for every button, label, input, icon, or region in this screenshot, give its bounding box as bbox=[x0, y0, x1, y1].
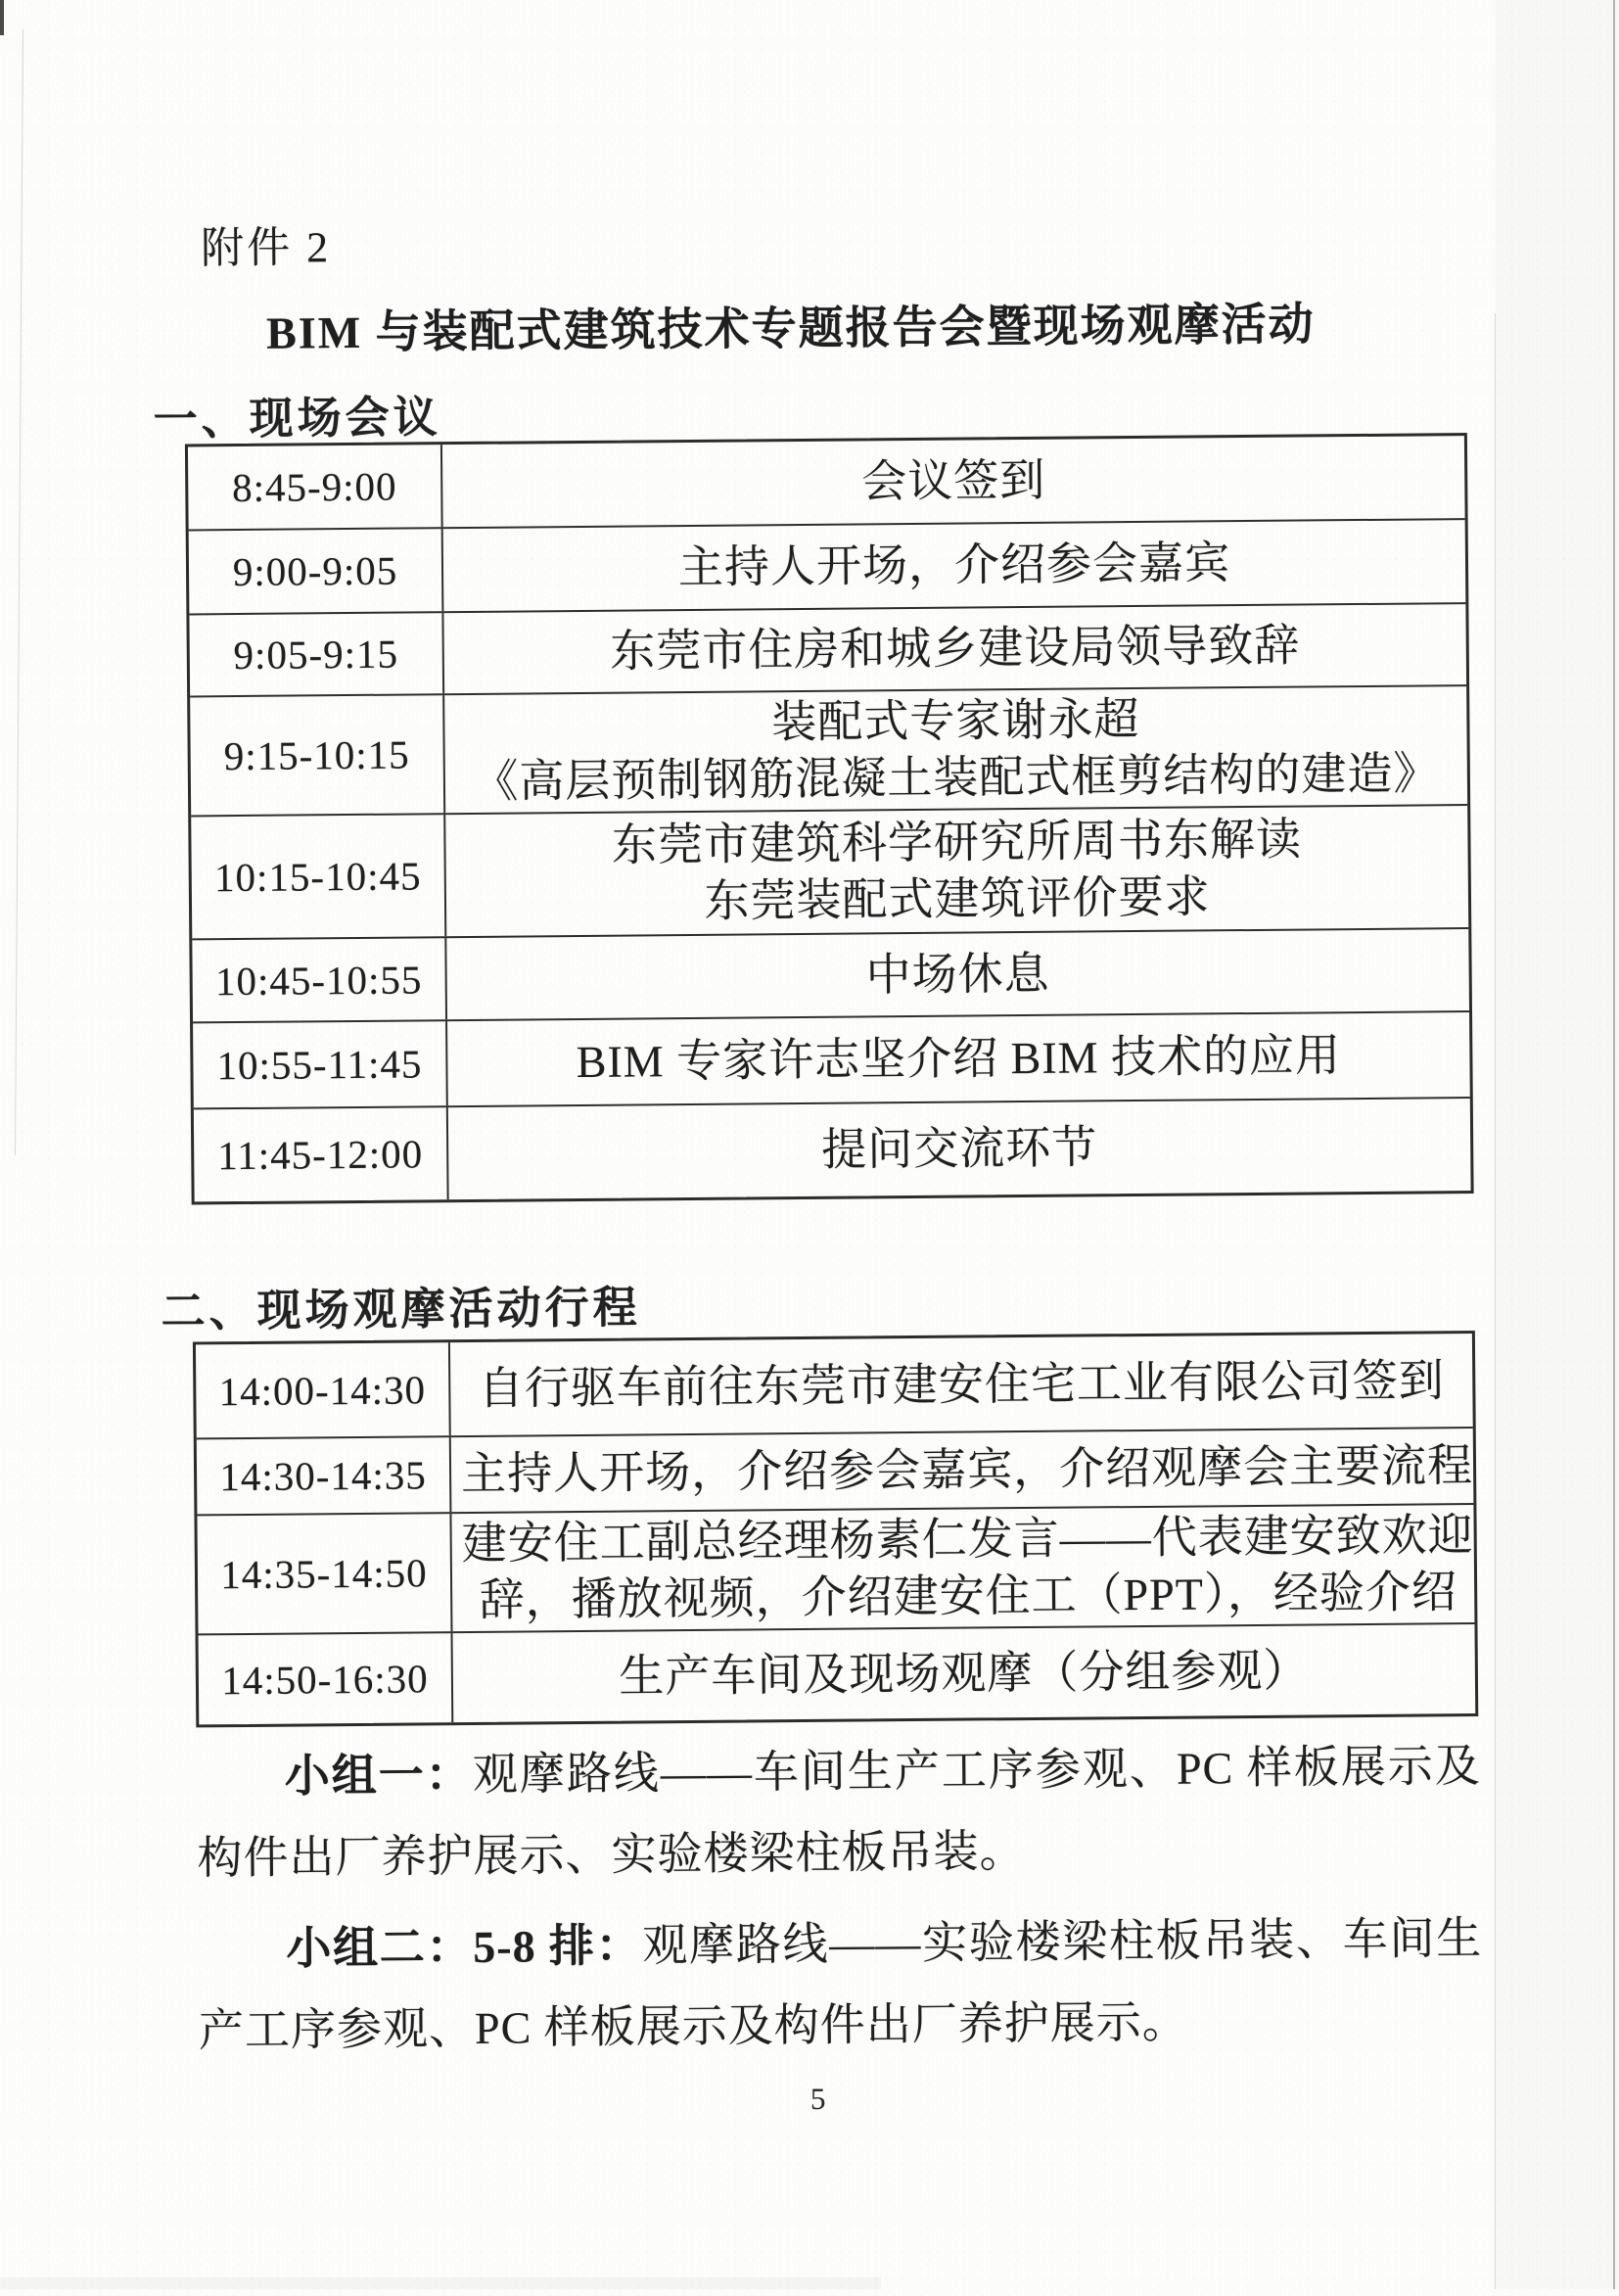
table-row bbox=[189, 602, 1466, 695]
table-row bbox=[188, 436, 1465, 529]
table-row bbox=[199, 1622, 1476, 1724]
activity-text: 自行驱车前往东莞市建安住宅工业有限公司签到 bbox=[478, 1354, 1446, 1414]
activity-cell bbox=[450, 1334, 1473, 1435]
activity-cell bbox=[453, 1624, 1476, 1722]
section-heading-afternoon: 二、现场观摩活动行程 bbox=[161, 1281, 641, 1337]
note-text-group2: 观摩路线——实验楼梁柱板吊装、车间生产工序参观、PC 样板展示及构件出厂养护展示。 bbox=[198, 1912, 1483, 2056]
time-cell: 14:50-16:30 bbox=[199, 1633, 454, 1724]
activity-cell bbox=[451, 1505, 1484, 1631]
activity-text: 东莞装配式建筑评价要求 bbox=[704, 871, 1211, 926]
activity-text: 主持人开场，介绍参会嘉宾 bbox=[677, 538, 1231, 593]
activity-cell bbox=[448, 1099, 1471, 1199]
activity-cell bbox=[446, 929, 1469, 1019]
time-cell: 11:45-12:00 bbox=[194, 1107, 449, 1201]
activity-text: 中场休息 bbox=[865, 948, 1050, 1000]
activity-cell bbox=[447, 1012, 1470, 1105]
time-cell: 10:55-11:45 bbox=[193, 1021, 448, 1107]
note-label-group1: 小组一： bbox=[284, 1749, 474, 1802]
note-paragraph-group1 bbox=[196, 1725, 1481, 1898]
activity-text: 装配式专家谢永超 bbox=[771, 693, 1140, 748]
table-row bbox=[197, 1427, 1474, 1514]
activity-text: 生产车间及现场观摩（分组参观） bbox=[619, 1645, 1310, 1702]
activity-cell bbox=[444, 686, 1467, 813]
table-row bbox=[190, 684, 1467, 815]
morning-agenda-table bbox=[185, 433, 1474, 1204]
attachment-label: 附件 2 bbox=[200, 223, 332, 273]
table-row bbox=[193, 1010, 1470, 1107]
activity-text: 提问交流环节 bbox=[820, 1122, 1098, 1175]
activity-cell bbox=[443, 520, 1466, 611]
doc-title: BIM 与装配式建筑技术专题报告会暨现场观摩活动 bbox=[265, 299, 1316, 358]
time-cell: 8:45-9:00 bbox=[188, 445, 443, 529]
activity-text: 辞，播放视频，介绍建安住工（PPT），经验介绍 bbox=[479, 1567, 1458, 1625]
activity-text: 东莞市住房和城乡建设局领导致辞 bbox=[610, 620, 1301, 677]
time-cell: 10:15-10:45 bbox=[191, 815, 446, 938]
time-cell: 10:45-10:55 bbox=[192, 938, 447, 1021]
activity-cell bbox=[443, 604, 1466, 693]
note-paragraph-group2 bbox=[198, 1898, 1483, 2071]
activity-text: 东莞市建筑科学研究所周书东解读 bbox=[611, 814, 1303, 870]
activity-text: 《高层预制钢筋混凝土装配式框剪结构的建造》 bbox=[473, 748, 1440, 807]
activity-cell bbox=[442, 436, 1465, 527]
activity-text: 主持人开场，介绍参会嘉宾，介绍观摩会主要流程 bbox=[460, 1440, 1474, 1500]
note-text-group1: 观摩路线——车间生产工序参观、PC 样板展示及构件出厂养护展示、实验楼梁柱板吊装。 bbox=[197, 1740, 1481, 1884]
group-notes bbox=[196, 1725, 1483, 2071]
note-label-group2: 小组二：5-8 排： bbox=[286, 1920, 643, 1974]
afternoon-agenda-table bbox=[193, 1331, 1478, 1727]
table-row bbox=[197, 1503, 1474, 1633]
time-cell: 14:30-14:35 bbox=[197, 1437, 452, 1514]
table-row bbox=[191, 804, 1468, 938]
table-row bbox=[192, 927, 1469, 1021]
time-cell: 9:15-10:15 bbox=[190, 695, 445, 815]
time-cell: 14:35-14:50 bbox=[197, 1514, 452, 1633]
activity-cell bbox=[445, 806, 1468, 936]
time-cell: 14:00-14:30 bbox=[196, 1342, 451, 1437]
activity-text: 会议签到 bbox=[861, 454, 1046, 507]
table-row bbox=[194, 1097, 1471, 1201]
activity-text: 建安住工副总经理杨素仁发言——代表建安致欢迎 bbox=[461, 1510, 1474, 1570]
time-cell: 9:00-9:05 bbox=[189, 529, 444, 613]
page-number: 5 bbox=[810, 2081, 826, 2116]
table-row bbox=[189, 518, 1466, 613]
activity-cell bbox=[451, 1429, 1484, 1512]
time-cell: 9:05-9:15 bbox=[189, 613, 444, 695]
table-row bbox=[196, 1334, 1473, 1437]
section-heading-morning: 一、现场会议 bbox=[153, 391, 441, 445]
activity-text: BIM 专家许志坚介绍 BIM 技术的应用 bbox=[576, 1030, 1342, 1088]
